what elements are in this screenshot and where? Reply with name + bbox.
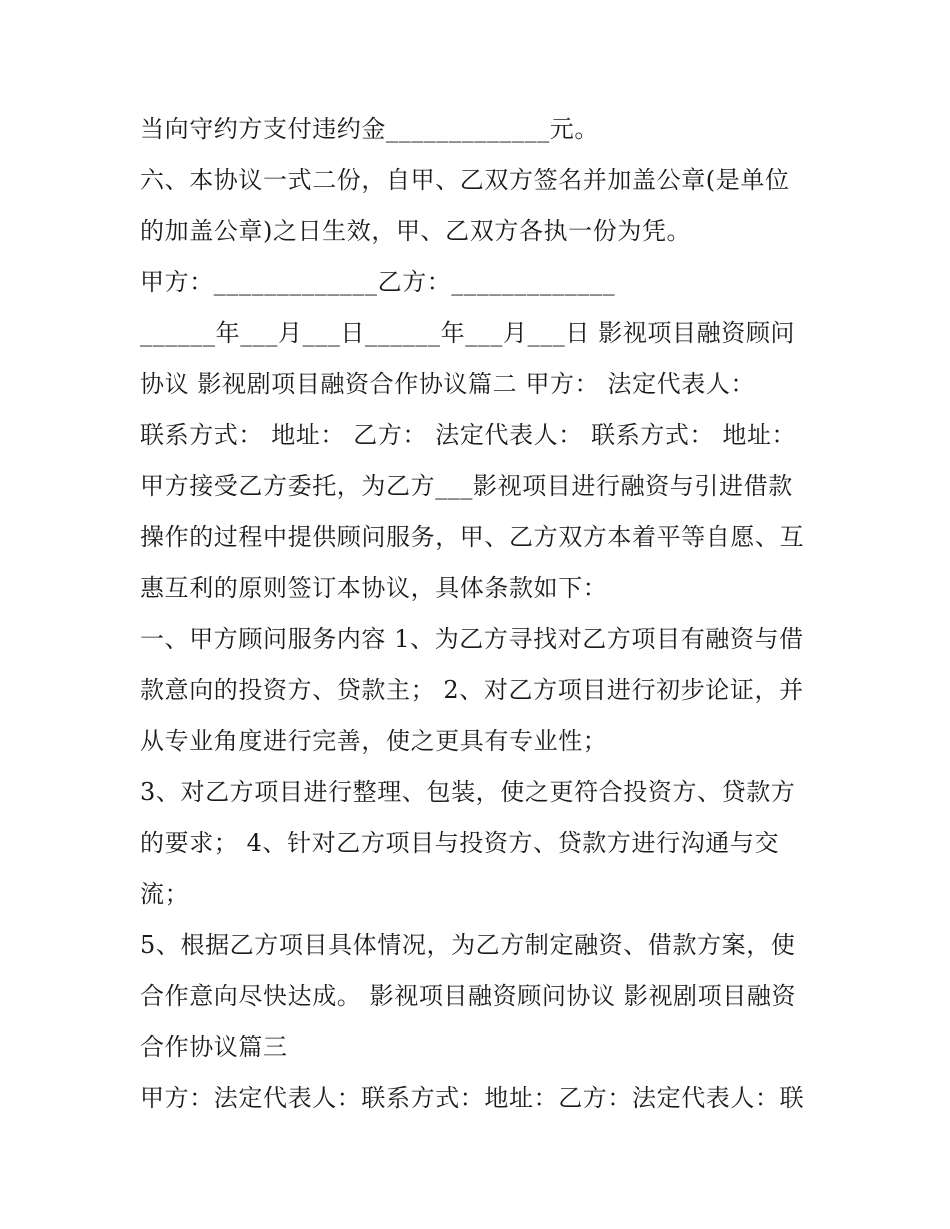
text-line: 的加盖公章)之日生效，甲、乙双方各执一份为凭。 bbox=[140, 217, 692, 245]
text-line: 合作意向尽快达成。 影视项目融资顾问协议 影视剧项目融资 bbox=[140, 982, 797, 1010]
text-line: 的要求； 4、针对乙方项目与投资方、贷款方进行沟通与交 bbox=[140, 829, 780, 857]
text-line: 操作的过程中提供顾问服务，甲、乙方双方本着平等自愿、互 bbox=[140, 523, 805, 551]
text-line: 5、根据乙方项目具体情况，为乙方制定融资、借款方案，使 bbox=[140, 931, 796, 959]
text-line: 甲方：法定代表人：联系方式：地址：乙方：法定代表人：联 bbox=[140, 1084, 805, 1112]
text-line: ______年___月___日______年___月___日 影视项目融资顾问 bbox=[140, 319, 796, 347]
document-body bbox=[140, 104, 820, 1124]
text-line: 当向守约方支付违约金_____________元。 bbox=[140, 115, 599, 143]
text-line: 惠互利的原则签订本协议，具体条款如下： bbox=[140, 574, 608, 602]
text-line: 款意向的投资方、贷款主； 2、对乙方项目进行初步论证，并 bbox=[140, 676, 804, 704]
text-line: 流； bbox=[140, 880, 190, 908]
text-line: 3、对乙方项目进行整理、包装，使之更符合投资方、贷款方 bbox=[140, 778, 796, 806]
text-line: 合作协议篇三 bbox=[140, 1033, 288, 1061]
text-line: 一、甲方顾问服务内容 1、为乙方寻找对乙方项目有融资与借 bbox=[140, 625, 804, 653]
text-line: 联系方式： 地址： 乙方： 法定代表人： 联系方式： 地址： bbox=[140, 421, 797, 449]
text-line: 从专业角度进行完善，使之更具有专业性； bbox=[140, 727, 608, 755]
text-line: 六、本协议一式二份，自甲、乙双方签名并加盖公章(是单位 bbox=[140, 166, 790, 194]
text-line: 甲方：_____________乙方：_____________ bbox=[140, 268, 616, 296]
text-line: 协议 影视剧项目融资合作协议篇二 甲方： 法定代表人： bbox=[140, 370, 756, 398]
text-line: 甲方接受乙方委托，为乙方___影视项目进行融资与引进借款 bbox=[140, 472, 793, 500]
